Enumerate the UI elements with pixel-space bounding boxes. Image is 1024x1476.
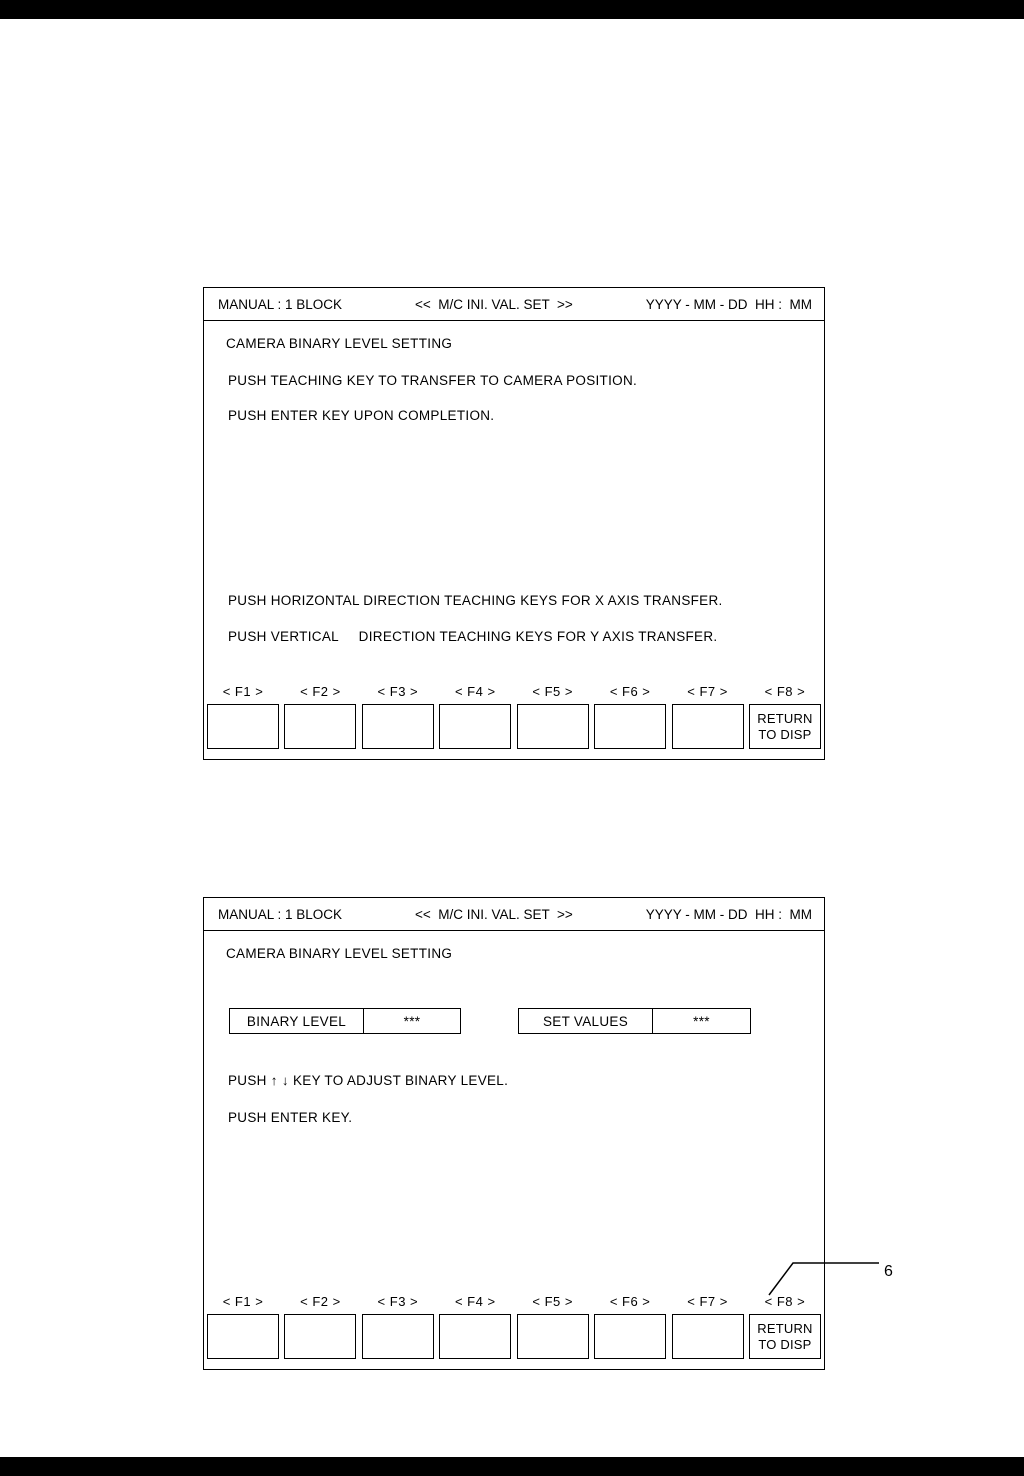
screen-2-function-key-row xyxy=(207,1294,821,1359)
header-mode-label: MANUAL : 1 BLOCK xyxy=(218,906,343,922)
fkey-f7-box xyxy=(672,1314,744,1359)
screen-2-header xyxy=(204,898,824,931)
binary-level-field-row xyxy=(229,1008,751,1034)
fkey-f3-box xyxy=(362,1314,434,1359)
fkey-f8-text-line-1: RETURN xyxy=(757,1320,813,1336)
field-row-spacer xyxy=(461,1008,518,1034)
fkey-f7 xyxy=(672,1294,744,1359)
header-datetime: YYYY - MM - DD HH : MM xyxy=(645,296,812,312)
fkey-f6-box xyxy=(594,704,666,749)
fkey-f7-box xyxy=(672,704,744,749)
screen-2-title: CAMERA BINARY LEVEL SETTING xyxy=(226,946,453,961)
fkey-f3-label: < F3 > xyxy=(377,684,419,699)
fkey-f5-label: < F5 > xyxy=(532,1294,573,1309)
fkey-f4-box xyxy=(439,1314,511,1359)
fkey-f3-box xyxy=(362,704,434,749)
fkey-f5 xyxy=(517,1294,589,1359)
fkey-f8-label: < F8 > xyxy=(764,684,806,699)
fkey-f2 xyxy=(284,684,356,749)
fkey-f8-return-to-disp-box xyxy=(749,1314,821,1359)
fkey-f8 xyxy=(749,684,821,749)
screen-1-line-2: PUSH ENTER KEY UPON COMPLETION. xyxy=(228,408,495,423)
screen-1-line-1: PUSH TEACHING KEY TO TRANSFER TO CAMERA POSITION. xyxy=(228,373,638,388)
fkey-f5-box xyxy=(517,704,589,749)
fkey-f5 xyxy=(517,684,589,749)
fkey-f1 xyxy=(207,684,279,749)
fkey-f1-label: < F1 > xyxy=(222,684,264,699)
screen-1-line-3: PUSH HORIZONTAL DIRECTION TEACHING KEYS FOR X AXIS TRANSFER. xyxy=(228,593,723,608)
fkey-f8-text-line-1: RETURN xyxy=(757,710,813,726)
fkey-f1-box xyxy=(207,704,279,749)
binary-level-value-box: *** xyxy=(364,1008,461,1034)
header-datetime: YYYY - MM - DD HH : MM xyxy=(645,906,812,922)
callout-number-label: 6 xyxy=(884,1263,893,1280)
fkey-f6-box xyxy=(594,1314,666,1359)
fkey-f4-box xyxy=(439,704,511,749)
fkey-f8-text-line-2: TO DISP xyxy=(758,726,812,742)
fkey-f4 xyxy=(439,684,511,749)
fkey-f6-label: < F6 > xyxy=(609,684,651,699)
fkey-f8-text-line-2: TO DISP xyxy=(758,1336,812,1352)
fkey-f2-label: < F2 > xyxy=(300,684,341,699)
fkey-f3 xyxy=(362,1294,434,1359)
fkey-f3-label: < F3 > xyxy=(377,1294,419,1309)
fkey-f7 xyxy=(672,684,744,749)
fkey-f8-return-to-disp-box xyxy=(749,704,821,749)
screen-2-line-2: PUSH ENTER KEY. xyxy=(228,1110,353,1125)
screen-1-frame xyxy=(203,287,825,760)
fkey-f1 xyxy=(207,1294,279,1359)
fkey-f2 xyxy=(284,1294,356,1359)
page-top-border xyxy=(0,0,1024,19)
header-mode-label: MANUAL : 1 BLOCK xyxy=(218,296,343,312)
callout-line xyxy=(765,1257,885,1299)
fkey-f1-label: < F1 > xyxy=(222,1294,264,1309)
fkey-f5-label: < F5 > xyxy=(532,684,573,699)
screen-2-line-1: PUSH ↑ ↓ KEY TO ADJUST BINARY LEVEL. xyxy=(228,1073,509,1088)
fkey-f2-box xyxy=(284,1314,356,1359)
fkey-f7-label: < F7 > xyxy=(687,684,728,699)
fkey-f5-box xyxy=(517,1314,589,1359)
fkey-f6-label: < F6 > xyxy=(609,1294,651,1309)
page-bottom-border xyxy=(0,1457,1024,1476)
fkey-f7-label: < F7 > xyxy=(687,1294,728,1309)
binary-level-label-box: BINARY LEVEL xyxy=(229,1008,364,1034)
fkey-f4-label: < F4 > xyxy=(454,1294,496,1309)
fkey-f4 xyxy=(439,1294,511,1359)
fkey-f3 xyxy=(362,684,434,749)
fkey-f4-label: < F4 > xyxy=(454,684,496,699)
header-screen-title: << M/C INI. VAL. SET >> xyxy=(414,906,573,922)
header-screen-title: << M/C INI. VAL. SET >> xyxy=(414,296,573,312)
set-values-value-box: *** xyxy=(653,1008,751,1034)
screen-1-header xyxy=(204,288,824,321)
fkey-f8 xyxy=(749,1294,821,1359)
fkey-f2-box xyxy=(284,704,356,749)
screen-1-function-key-row xyxy=(207,684,821,749)
set-values-label-box: SET VALUES xyxy=(518,1008,653,1034)
screen-1-line-4: PUSH VERTICAL DIRECTION TEACHING KEYS FOR Y AXIS TRANSFER. xyxy=(228,629,718,644)
screen-1-title: CAMERA BINARY LEVEL SETTING xyxy=(226,336,453,351)
fkey-f6 xyxy=(594,684,666,749)
fkey-f2-label: < F2 > xyxy=(300,1294,341,1309)
fkey-f6 xyxy=(594,1294,666,1359)
screen-2-frame xyxy=(203,897,825,1370)
fkey-f1-box xyxy=(207,1314,279,1359)
fkey-f8-label: < F8 > xyxy=(764,1294,806,1309)
